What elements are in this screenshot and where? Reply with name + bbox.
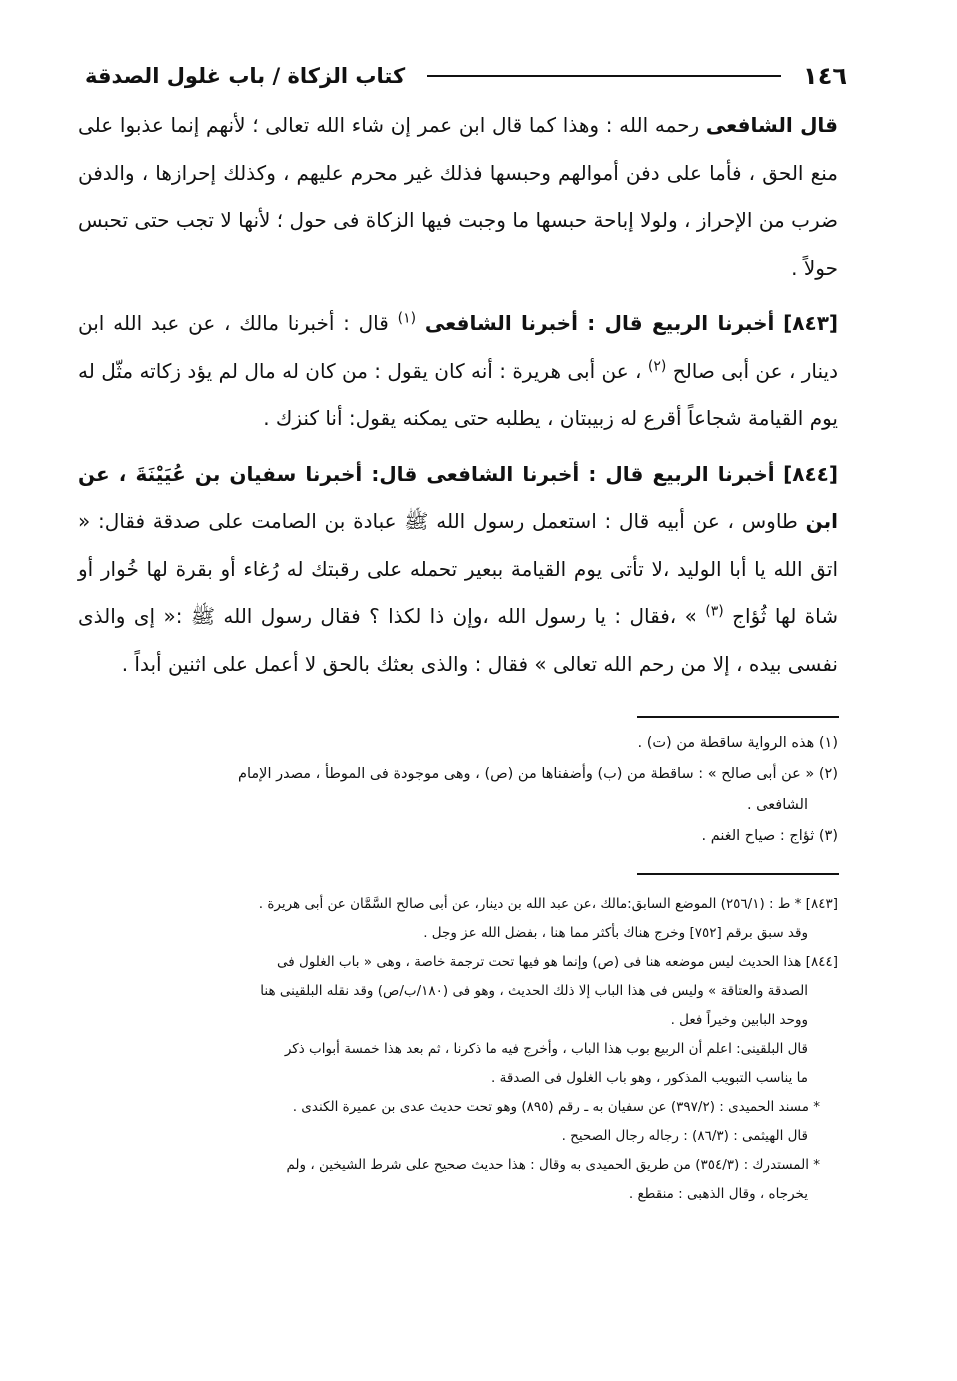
footnote-ref: (٣) [705, 603, 724, 620]
text-line: ابن دينار ، عن أبى صالح [78, 311, 839, 383]
text-line: » ،فقال : يا رسول الله ،وإن ذا لكذا ؟ فقال رسول الله ﷺ :« إى [133, 604, 697, 628]
text-line: حول ؛ لأنها لا تجب حتى تحبس حولاً . [78, 208, 838, 280]
reference-line: ووحد البابين وخيراً فعل . [670, 1012, 808, 1028]
paragraph-shafii-commentary [78, 102, 838, 292]
hadith-844 [78, 451, 838, 689]
reference-line: ما يناسب التبويب المذكور ، وهو باب الغلول فى الصدقة . [491, 1070, 808, 1086]
text-line: إحرازها ، والدفن ضرب من الإحراز ، ولولا إباحة حبسها ما وجبت فيها الزكاة فى [78, 160, 838, 232]
main-text [78, 102, 838, 696]
text-line: والذى نفسى بيده ، إلا من رحم الله تعالى » فقال : والذى بعثك بالحق لا أعمل على [78, 604, 838, 676]
reference-line: * المستدرك : (٣٥٤/٣) من طريق الحميدى به وقال : هذا حديث صحيح على شرط الشيخين ، ولم [286, 1157, 820, 1173]
text-line: الله يا أبا الوليد ،لا تأتى يوم القيامة ببعير تحمله على رقبتك له رُغاء أو بقرة لها خُوار أو [78, 556, 803, 581]
reference-line: قال البلقينى: اعلم أن الربيع بوب هذا الباب ، وأخرج فيه ما ذكرنا ، ثم بعد هذا خمسة أبواب ذكر [284, 1041, 808, 1057]
reference-843 [78, 890, 838, 948]
footnote-separator [637, 716, 839, 718]
footnote-ref: (١) [397, 310, 417, 327]
footnote: (٢) « عن أبى صالح » : ساقطة من (ب) وأضفناها من (ص) ، وهى موجودة فى الموطأ ، مصدر الإمام [238, 766, 838, 782]
text-line: اثنين أبداً . [121, 651, 207, 676]
text-line: أخبرنا الربيع قال : أخبرنا الشافعى قال: أخبرنا سفيان بن عُيَيْنَةَ ، عن ابن [78, 461, 839, 533]
paragraph-lead: قال الشافعى [705, 113, 839, 137]
text-line: رحمه الله : وهذا كما قال ابن عمر إن شاء الله تعالى ؛ لأنهم إنما [170, 113, 700, 137]
hadith-number: [٨٤٣] [783, 311, 839, 335]
page-number: ١٤٦ [803, 62, 847, 90]
reference-line: قال الهيثمى : (٨٦/٣) : رجاله رجال الصحيح . [561, 1128, 808, 1144]
text-line: زكاته مثّل له يوم القيامة شجاعاً أقرع له زبيبتان ، يطلبه حتى يمكنه يقول: أنا كنزك . [78, 358, 838, 430]
text-line: طاوس ، عن أبيه قال : استعمل رسول الله ﷺ عبادة بن الصامت على صدقة فقال: « اتق [78, 509, 839, 581]
text-line: ، عن أبى هريرة : أنه كان يقول : من كان له مال لم يؤد [187, 358, 642, 383]
footnotes [78, 728, 838, 852]
references-separator [637, 873, 839, 875]
page-header [85, 58, 847, 94]
text-line: أخبرنا الربيع قال : أخبرنا الشافعى [424, 311, 775, 335]
text-line: قال : أخبرنا مالك ، عن عبد الله [113, 311, 389, 335]
header-rule [427, 75, 781, 77]
reference-line: [٨٤٣] * ط : (٢٥٦/١) الموضع السابق:مالك ،عن عبد الله بن دينار، عن أبى صالح السَّمَّان عن أبى هريرة . [258, 896, 838, 912]
reference-line: الصدقة والعتاقة » وليس فى هذا الباب إلا ذلك الحديث ، وهو فى (١٨٠/ب/ص) وقد نقله البلقينى هنا [260, 983, 808, 999]
reference-line: [٨٤٤] هذا الحديث ليس موضعه هنا فى (ص) وإنما هو فيها تحت ترجمة خاصة ، وهى « باب الغلول فى [277, 954, 838, 970]
reference-line: يخرجاه ، وقال الذهبى : منقطع . [628, 1186, 808, 1202]
hadith-843 [78, 300, 838, 443]
footnote: (١) هذه الرواية ساقطة من (ت) . [637, 735, 838, 751]
source-references [78, 890, 838, 1209]
reference-844 [78, 948, 838, 1209]
text-line: شاة لها ثُؤاج [732, 604, 838, 628]
reference-line: * مسند الحميدى : (٣٩٧/٢) عن سفيان به ـ رقم (٨٩٥) وهو تحت حديث عدى بن عميرة الكندى . [292, 1099, 820, 1115]
footnote: (٣) ثؤاج : صياح الغنم . [701, 828, 838, 844]
reference-line: وقد سبق برقم [٧٥٢] وخرج هناك بأكثر مما هنا ، بفضل الله عز وجل . [423, 925, 808, 941]
running-title: كتاب الزكاة / باب غلول الصدقة [85, 64, 406, 88]
footnote-ref: (٢) [647, 357, 667, 374]
footnote-continuation: الشافعى . [746, 797, 808, 813]
text-line: عذبوا على منع الحق ، فأما على دفن أموالهم وحبسها فذلك غير محرم عليهم ، وكذلك [78, 113, 838, 185]
hadith-number: [٨٤٤] [783, 461, 839, 486]
